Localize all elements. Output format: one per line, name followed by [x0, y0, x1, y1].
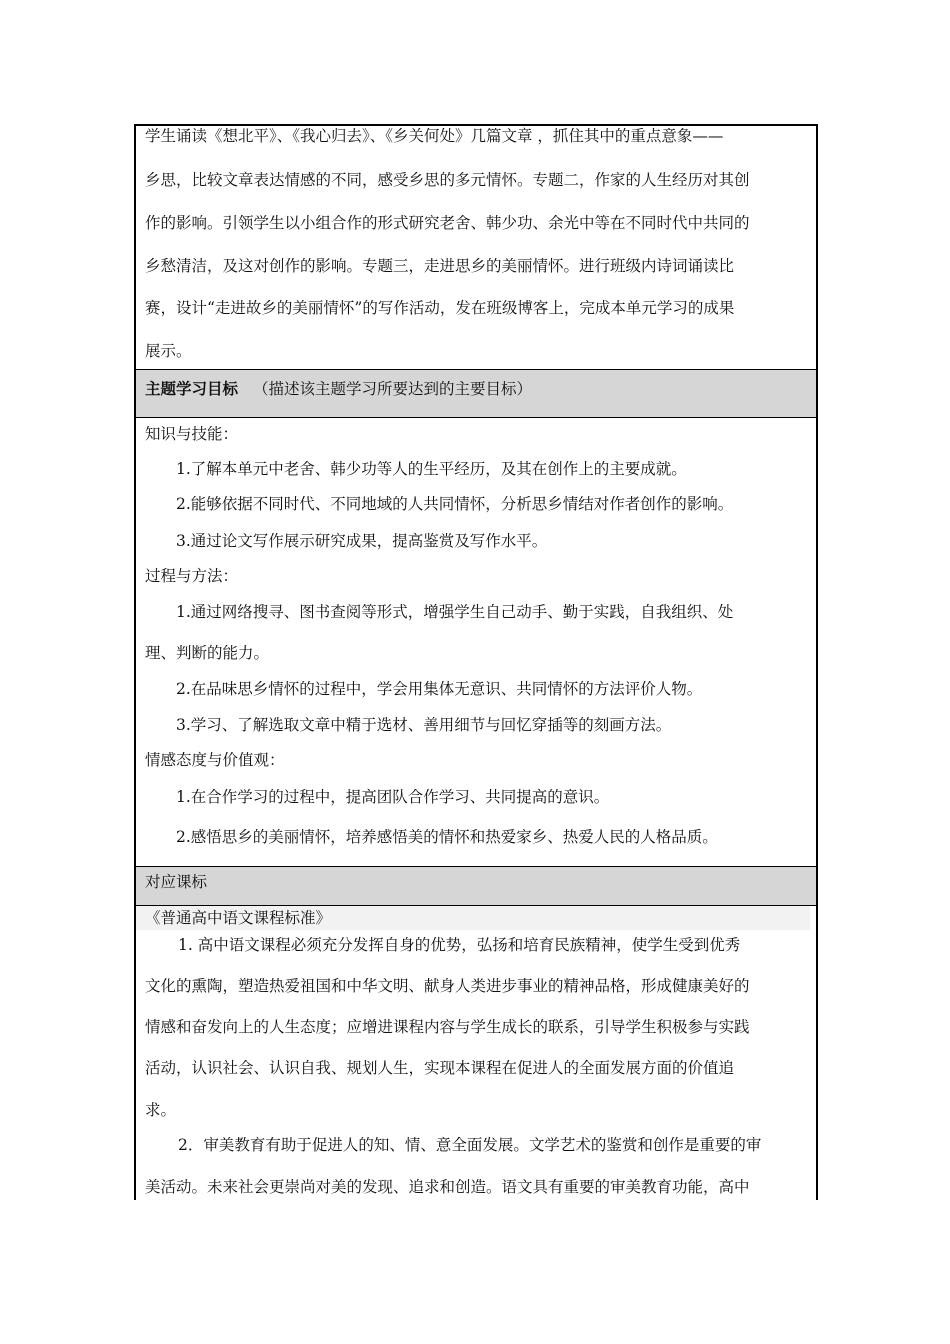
list-item: 1.了解本单元中老舍、韩少功等人的生平经历，及其在创作上的主要成就。: [176, 460, 687, 478]
list-item: 2.在品味思乡情怀的过程中，学会用集体无意识、共同情怀的方法评价人物。: [176, 680, 703, 698]
list-item: 1.在合作学习的过程中，提高团队合作学习、共同提高的意识。: [176, 788, 610, 806]
text-line: 求。: [145, 1101, 177, 1119]
list-item: 3.学习、了解选取文章中精于选材、善用细节与回忆穿插等的刻画方法。: [176, 716, 672, 734]
emotion-heading: 情感态度与价值观：: [145, 751, 285, 769]
knowledge-heading: 知识与技能：: [145, 425, 239, 443]
standards-source: 《普通高中语文课程标准》: [145, 909, 332, 927]
process-heading: 过程与方法：: [145, 567, 239, 585]
text-line: 活动，认识社会、认识自我、规划人生，实现本课程在促进人的全面发展方面的价值追: [145, 1059, 735, 1077]
text-line: 展示。: [145, 342, 192, 360]
text-line: 学生诵读《想北平》、《我心归去》、《乡关何处》几篇文章 ，抓住其中的重点意象——: [145, 127, 724, 145]
text-line: 作的影响。引领学生以小组合作的形式研究老舍、韩少功、余光中等在不同时代中共同的: [145, 214, 750, 232]
text-line: 赛，设计“走进故乡的美丽情怀”的写作活动，发在班级博客上，完成本单元学习的成果: [145, 299, 735, 317]
text-line: 情感和奋发向上的人生态度；应增进课程内容与学生成长的联系，引导学生积极参与实践: [145, 1018, 750, 1036]
list-item: 2.能够依据不同时代、不同地域的人共同情怀，分析思乡情结对作者创作的影响。: [176, 495, 734, 513]
text-line: 乡愁清洁，及这对创作的影响。专题三，走进思乡的美丽情怀。进行班级内诗词诵读比: [145, 257, 735, 275]
divider: [136, 417, 816, 418]
text-line: 文化的熏陶，塑造热爱祖国和中华文明、献身人类进步事业的精神品格，形成健康美好的: [145, 977, 750, 995]
list-item: 2.感悟思乡的美丽情怀，培养感悟美的情怀和热爱家乡、热爱人民的人格品质。: [176, 828, 718, 846]
list-item: 3.通过论文写作展示研究成果，提高鉴赏及写作水平。: [176, 532, 548, 550]
standards-header: [136, 867, 816, 905]
standards-title: 对应课标: [145, 873, 208, 891]
text-line: 2．审美教育有助于促进人的知、情、意全面发展。文学艺术的鉴赏和创作是重要的审: [178, 1136, 762, 1154]
text-line: 1. 高中语文课程必须充分发挥自身的优势，弘扬和培育民族精神，使学生受到优秀: [178, 936, 741, 954]
goals-title: 主题学习目标: [145, 379, 239, 398]
list-item: 1.通过网络搜寻、图书查阅等形式，增强学生自己动手、勤于实践，自我组织、处: [176, 603, 734, 621]
goals-subtitle: （描述该主题学习所要达到的主要目标）: [253, 380, 533, 398]
text-line: 美活动。未来社会更崇尚对美的发现、追求和创造。语文具有重要的审美教育功能，高中: [145, 1178, 750, 1196]
text-line: 乡思，比较文章表达情感的不同，感受乡思的多元情怀。专题二，作家的人生经历对其创: [145, 171, 750, 189]
list-item-continuation: 理、判断的能力。: [145, 644, 270, 662]
